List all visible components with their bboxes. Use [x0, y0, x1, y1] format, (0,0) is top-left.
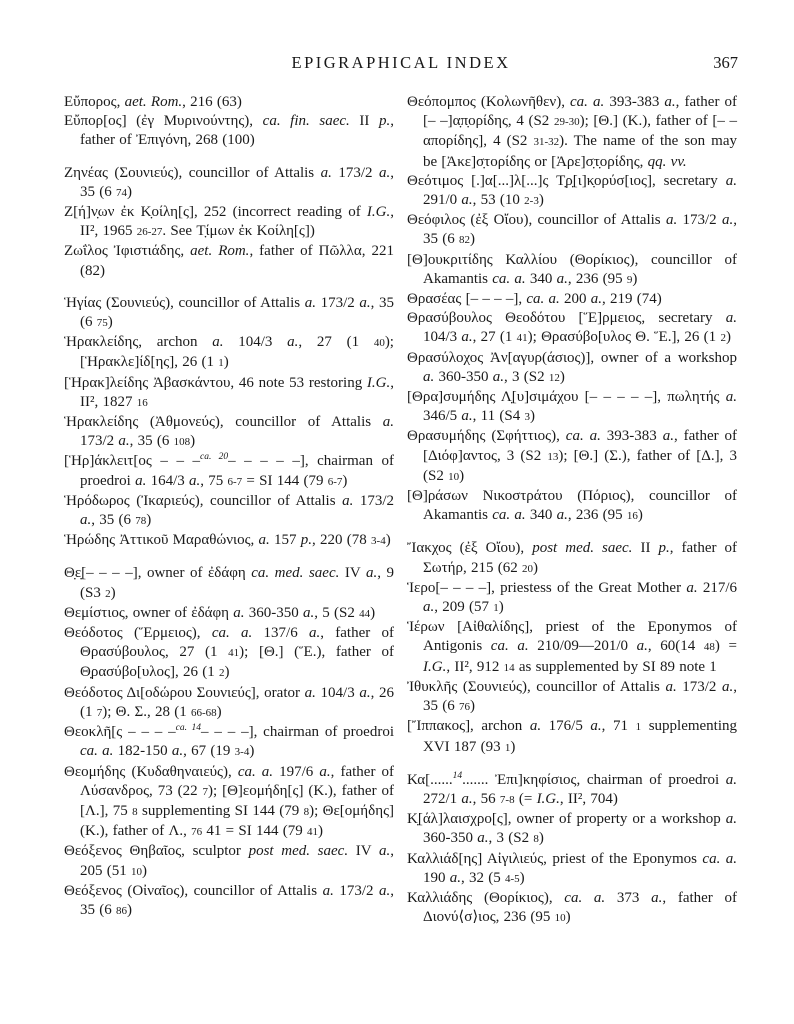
index-entry: Θεόδοτος Δι[οδώρου Σουνιεύς], orator a. 104/3 a., 26 (1 7); Θ. Σ., 28 (1 66-68): [64, 684, 395, 720]
index-entry: Εὔπορος, aet. Rom., 216 (63): [64, 94, 242, 110]
right-column: [407, 93, 737, 928]
index-entry: Θεμίστιος, owner of ἐδάφη a. 360-350 a., 5 (S2 44): [64, 604, 376, 621]
index-entry: Θεοκλῆ[ς – – – –$^{ca. 14}$– – – –], chairman of proedroi ca. a. 182-150 a., 67 (19 3-4): [64, 723, 394, 760]
index-entry: Ἡγίας (Σουνιεύς), councillor of Attalis a. 173/2 a., 35 (6 75): [64, 294, 394, 331]
index-entry: Καλλιάδ[ης] Αἰγιλιεύς, priest of the Eponymos ca. a. 190 a., 32 (5 4-5): [407, 850, 737, 886]
index-entry: [Ἡρακ]λείδης Ἀβασκάντου, 46 note 53 restoring I.G., II², 1827 16: [64, 374, 394, 410]
running-title: EPIGRAPHICAL INDEX: [291, 53, 511, 72]
index-entry: [Θρα]συμήδης Λ̣[υ]σιμάχου [– – – – –], πωλητής a. 346/5 a., 11 (S4 3): [407, 389, 737, 425]
index-entry: Θεόφιλος (ἐξ Οἴου), councillor of Attalis a. 173/2 a., 35 (6 82): [407, 212, 737, 248]
index-entry: Ζωΐλος Ἰφιστιάδης, aet. Rom., father of Πῶλλα, 221 (82): [64, 243, 394, 279]
index-entry: Θρασύλοχος Ἀν[αγυρ(άσιος)], owner of a workshop a. 360-350 a., 3 (S2 12): [407, 349, 737, 385]
index-entry: Εὔπορ[ος] (ἐγ Μυρινούντης), ca. fin. saec. II p., father of Ἐπιγόνη, 268 (100): [64, 113, 394, 149]
index-entry: [Ἡρ]άκλειτ[ος – – –$^{ca. 20}$– – – – –], chairman of proedroi a. 164/3 a., 75 6-7 = SI 144 (79 6-7): [64, 452, 394, 489]
index-entry: Ἡρακλείδης, archon a. 104/3 a., 27 (1 40); [Ἡρακλε]ίδ[ης], 26 (1 1): [64, 334, 394, 371]
index-entry: Ἱέρων [Αἰθαλίδης], priest of the Eponymos of Antigonis ca. a. 210/09—201/0 a., 60(14 48) = I.G., II², 912 14 as supplemented by SI 89 note 1: [407, 619, 737, 675]
index-entry: Θ̣ε̣[– – – –], owner of ἐδάφη ca. med. saec. IV a., 9 (S3 2): [64, 565, 394, 601]
index-entry: Ἡρώδης Ἀττικοῦ Μαραθώνιος, a. 157 p., 220 (78 3-4): [64, 532, 391, 549]
page-number: 367: [713, 53, 738, 72]
index-entry: Καλλιάδης (Θορίκιος), ca. a. 373 a., father of Διονύ⟨σ⟩ιος, 236 (95 10): [407, 889, 738, 926]
index-entry: Κ̣[άλ]λαισχρο[ς], owner of property or a workshop a. 360-350 a., 3 (S2 8): [407, 811, 737, 847]
index-entry: Θεομήδης (Κυδαθηναιεύς), ca. a. 197/6 a., father of Λύσανδρος, 73 (22 7); [Θ]εομήδη[ς] (Κ.), father of [Λ.], 75 8 supplementing SI 144 (79 8); Θε[ομήδης] (Κ.), father of Λ., 76 41 = SI 144 (79 41): [64, 763, 395, 840]
index-entry: Κα[......$^{14}$....... Ἐπι]κηφίσιος, chairman of proedroi a. 272/1 a., 56 7-8 (= I.G., II², 704): [407, 770, 737, 807]
left-column: [64, 93, 394, 928]
index-entry: Θεόπομπος (Κολωνῆθεν), ca. a. 393-383 a., father of [– –]α̣π̣ορίδης, 4 (S2 29-30); [Θ.] (Κ.), father of [– – απορίδης], 4 (S2 31-32). The name of the son may be [Ἀκε]σ̣τορίδης or [Ἀρε]σ̣τ̣ορίδης, qq. vv.: [407, 94, 737, 170]
index-entry: Ἱερο[– – – –], priestess of the Great Mother a. 217/6 a., 209 (57 1): [407, 579, 738, 616]
index-entry: Ἡρόδωρος (Ἰκαριεύς), councillor of Attalis a. 173/2 a., 35 (6 78): [64, 492, 394, 529]
index-entry: Θεότιμος [.]α[...]λ[...]ς Τ̣ρ̣[ι]κ̣ορύσ[ιος], secretary a. 291/0 a., 53 (10 2-3): [407, 172, 737, 209]
index-entry: Θρασυμήδης (Σφήττιος), ca. a. 393-383 a., father of [Διόφ]αντος, 3 (S2 13); [Θ.] (Σ.), father of [Δ.], 3 (S2 10): [407, 428, 738, 484]
index-entry: [Θ]ράσων Νικοστράτου (Πόριος), councillor of Akamantis ca. a. 340 a., 236 (95 16): [407, 488, 737, 524]
index-entry: Θεόξενος (Οἰναῖος), councillor of Attalis a. 173/2 a., 35 (6 86): [64, 882, 395, 918]
index-entry: Θεόδοτος (Ἕρμειος), ca. a. 137/6 a., father of Θρασύβουλος, 27 (1 41); [Θ.] (Ἕ.), father of Θ̣ρασύβο[υλος], 26 (1 2): [64, 625, 394, 681]
index-entry: Ἴακχος (ἐξ Οἴου), post med. saec. II p., father of Σωτήρ, 215 (62 20): [407, 540, 738, 576]
index-columns: [64, 93, 737, 928]
index-entry: Θεόξενος Θηβαῖος, sculptor post med. saec. IV a., 205 (51 10): [64, 843, 394, 879]
index-entry: [Θ]ουκριτίδης Καλλίου (Θορίκιος), councillor of Akamantis ca. a. 340 a., 236 (95 9): [407, 251, 737, 287]
page-header: [64, 53, 738, 75]
index-entry: [Ἴππακος], archon a. 176/5 a., 71 1 supplementing XVI 187 (93 1): [407, 718, 738, 755]
index-entry: Ἰθυκλῆς (Σουνιεύς), councillor of Attalis a. 173/2 a., 35 (6 76): [407, 678, 737, 715]
index-entry: Ἡρακλείδης (Ἀθμονεύς), councillor of Attalis a. 173/2 a., 35 (6 108): [64, 414, 394, 450]
index-entry: Ζηνέας (Σουνιεύς), councillor of Attalis a. 173/2 a., 35 (6 74): [64, 164, 394, 200]
index-entry: Θρασέας [– – – –], ca. a. 200 a., 219 (74): [407, 291, 662, 308]
index-entry: Θρασύβουλος Θεοδότου [Ἕ]ρμειος, secretary a. 104/3 a., 27 (1 41); Θρασύβο[υλος Θ. Ἕ.], 26 (1 2): [407, 310, 737, 346]
index-entry: Ζ[ή]ν̣ων ἐκ Κ̣οίλη[ς], 252 (incorrect reading of I.G., II², 1965 26-27. See Τ̣ίμων ἐκ Κοίλη[ς]): [64, 204, 394, 240]
